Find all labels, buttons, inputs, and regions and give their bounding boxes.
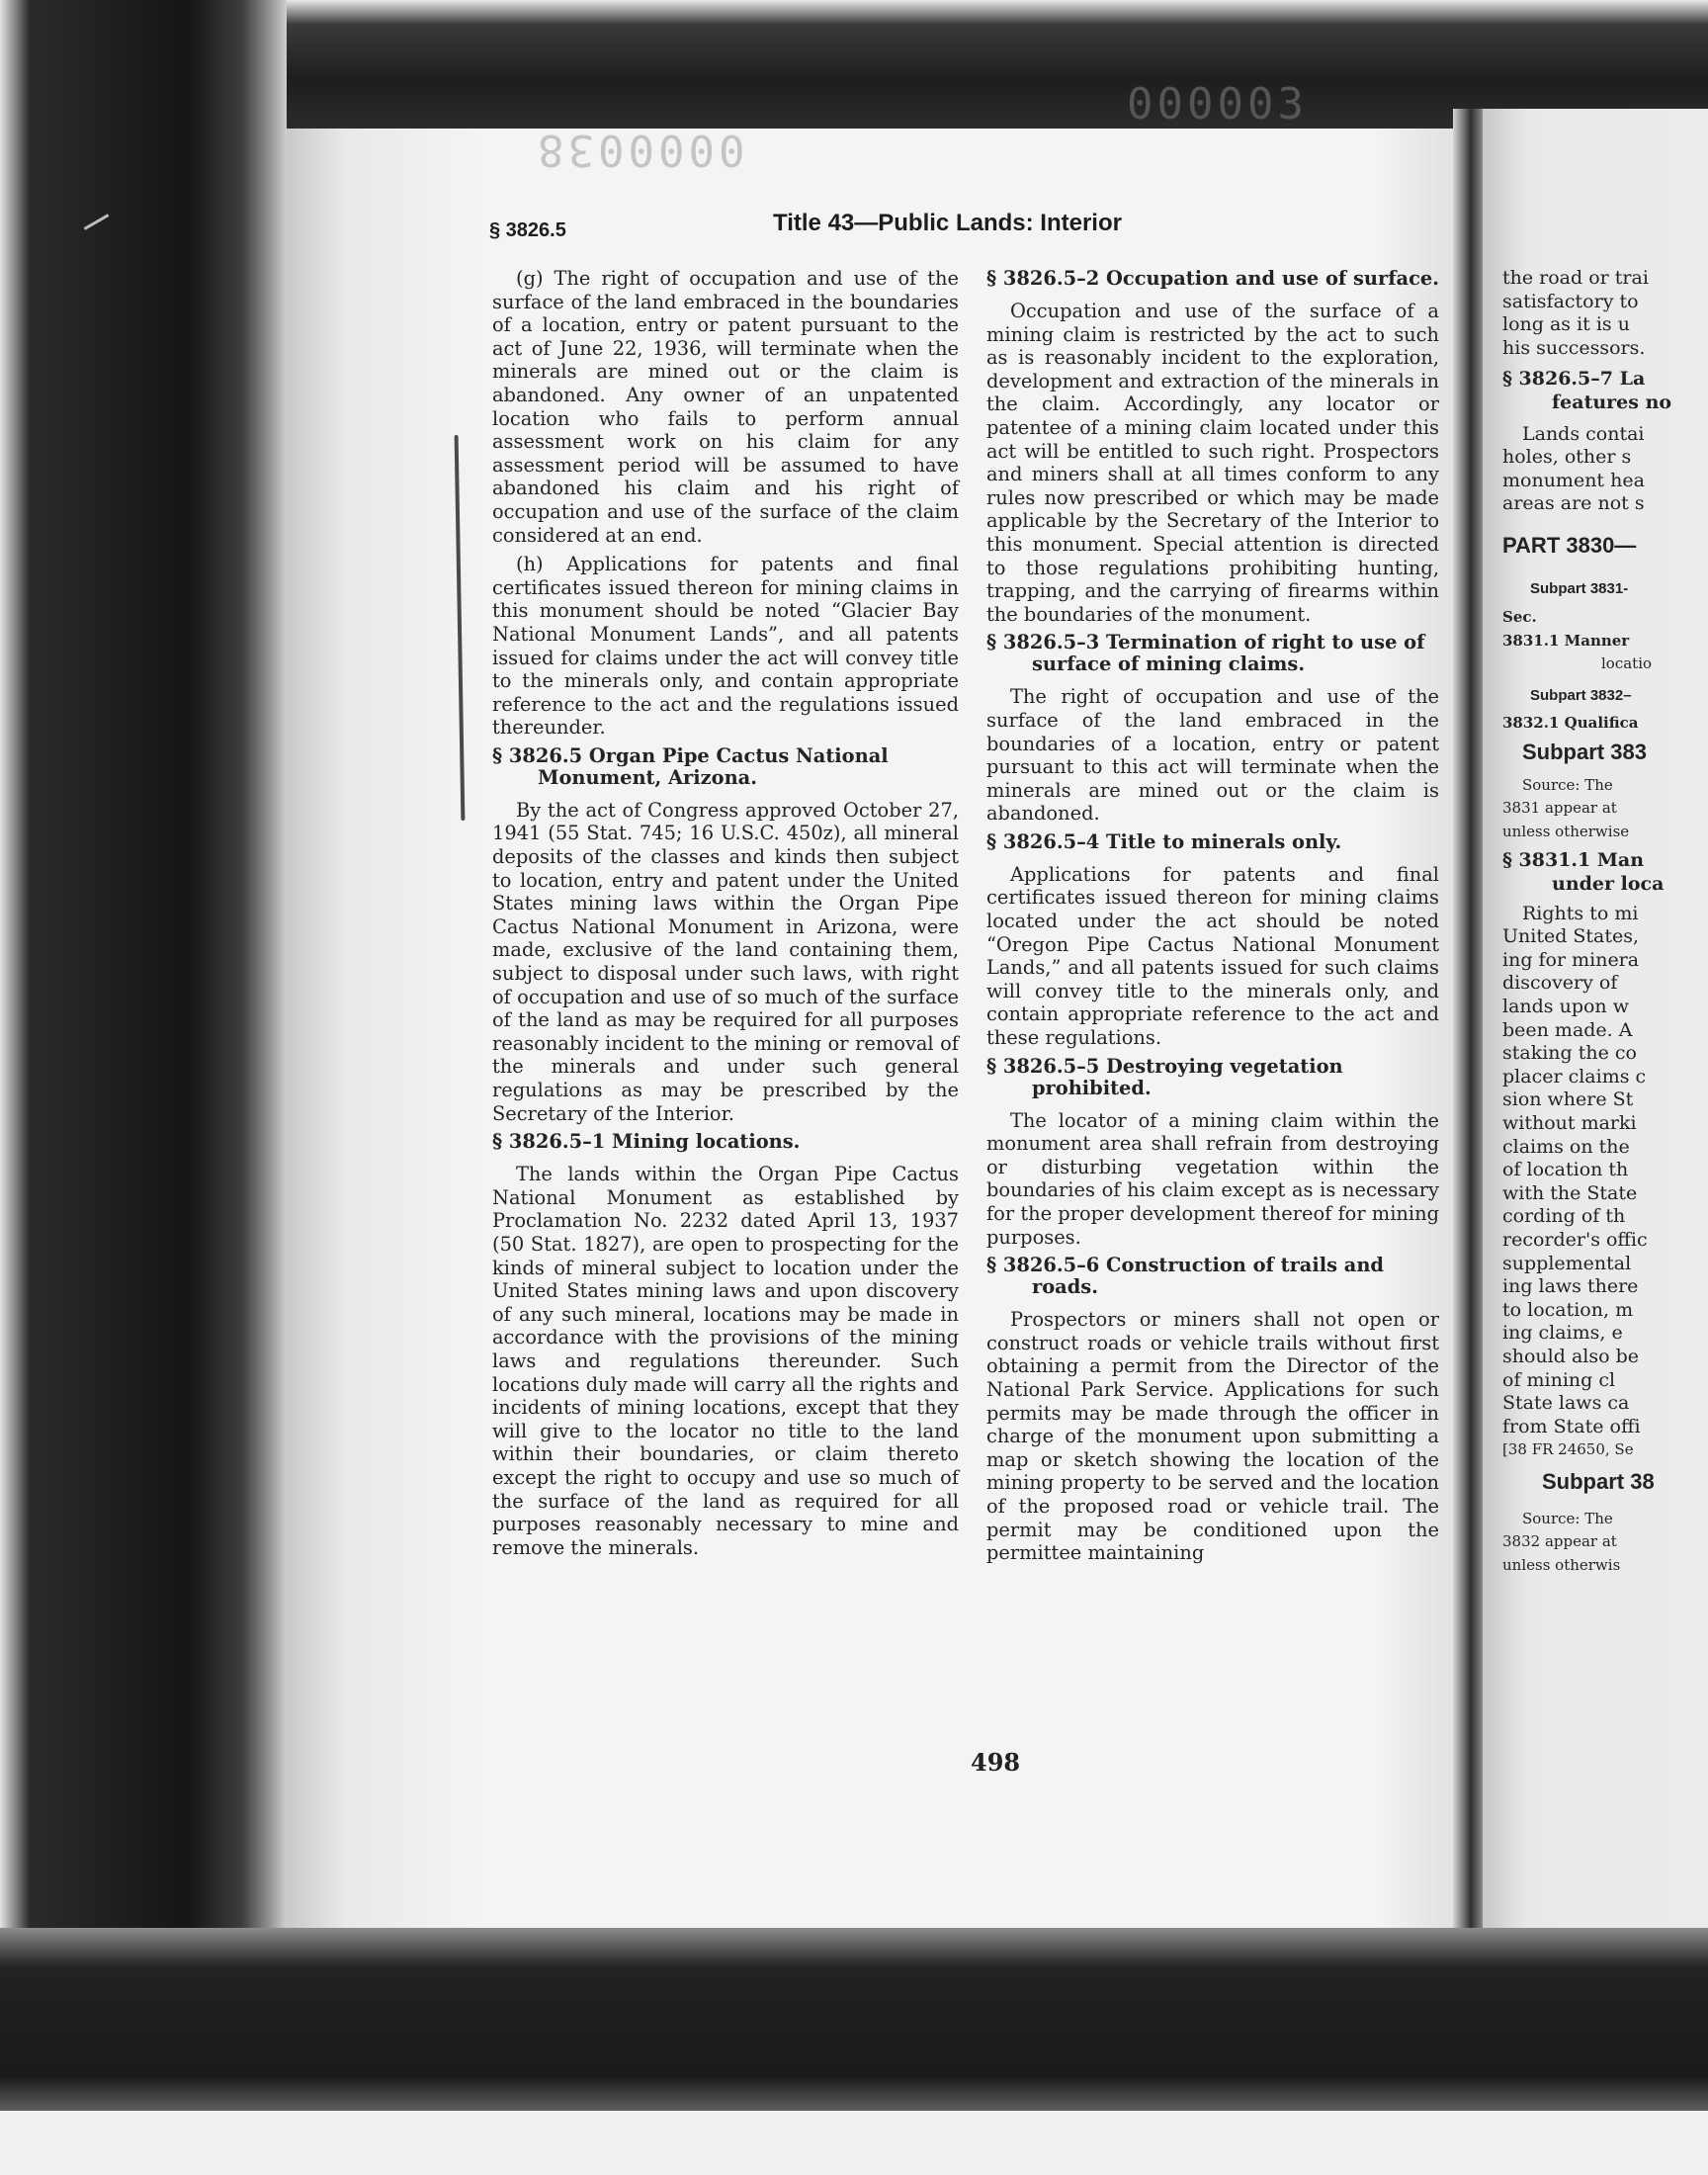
facing-line: 3832.1 Qualifica	[1502, 713, 1639, 732]
facing-page-text	[1502, 267, 1708, 1577]
scan-margin-bottom	[0, 2111, 1708, 2175]
facing-line: [38 FR 24650, Se	[1502, 1440, 1634, 1459]
facing-line: been made. A	[1502, 1018, 1633, 1041]
facing-heading: § 3826.5–7 La	[1502, 368, 1646, 391]
book-spine	[1453, 109, 1483, 1928]
facing-line: 3831 appear at	[1502, 799, 1617, 818]
facing-line: locatio	[1601, 654, 1653, 673]
facing-line: Source: The	[1522, 1509, 1613, 1527]
section-heading: § 3826.5–3 Termination of right to use of surface of mining claims.	[986, 631, 1425, 676]
facing-line: long as it is u	[1502, 313, 1630, 336]
facing-line: sion where St	[1502, 1088, 1634, 1111]
facing-line: should also be	[1502, 1345, 1639, 1367]
scan-border-left	[0, 0, 287, 2175]
facing-line: placer claims c	[1502, 1065, 1647, 1088]
facing-line: 3831.1 Manner	[1502, 631, 1630, 650]
facing-line: of location th	[1502, 1159, 1629, 1181]
facing-line: his successors.	[1502, 336, 1646, 359]
section-heading: § 3826.5–5 Destroying vegetation prohibited.	[986, 1054, 1343, 1099]
facing-line: of mining cl	[1502, 1368, 1616, 1391]
facing-line: discovery of	[1502, 972, 1618, 995]
facing-heading: under loca	[1552, 873, 1665, 896]
section-heading: § 3826.5–1 Mining locations.	[492, 1130, 801, 1154]
facing-line: from State offi	[1502, 1415, 1641, 1437]
facing-subpart: Subpart 3831-	[1530, 579, 1629, 597]
paragraph: Applications for patents and final certificates issued thereon for mining claims located under the act should be noted “Oregon Pipe Cactus National Monument Lands,” and all patents issued for such claims will convey title to the minerals only, and contain appropriate reference to the act and these regulations.	[986, 862, 1439, 1050]
facing-line: recorder's offic	[1502, 1228, 1648, 1251]
facing-heading: § 3831.1 Man	[1502, 849, 1645, 872]
facing-line: claims on the	[1502, 1135, 1630, 1158]
section-heading: § 3826.5–4 Title to minerals only.	[986, 829, 1342, 853]
paragraph: Occupation and use of the surface of a mining claim is restricted by the act to such as is reasonably incident to the exploration, development and extraction of the minerals in the claim. Accordingly, any locator or patentee of a mining claim located under this act will be entitled to such right. Prospectors and miners shall at all times conform to any rules now prescribed or which may be made applicable by the Secretary of the Interior to this monument. Special attention is directed to those regulations prohibiting hunting, trapping, and the carrying of firearms within the boundaries of the monument.	[986, 300, 1439, 626]
facing-part-heading: PART 3830—	[1502, 532, 1637, 558]
facing-line: State laws ca	[1502, 1392, 1630, 1415]
facing-line: lands upon w	[1502, 996, 1629, 1018]
facing-line: Rights to mi	[1522, 902, 1639, 924]
facing-line: without marki	[1502, 1112, 1637, 1134]
facing-line: 3832 appear at	[1502, 1532, 1617, 1551]
facing-line: supplemental	[1502, 1252, 1632, 1274]
page-stamp-number-right: 000003	[1127, 79, 1308, 130]
section-heading: § 3826.5 Organ Pipe Cactus National Monument, Arizona.	[492, 743, 889, 789]
facing-line: Source: The	[1522, 775, 1613, 794]
text-column-right	[986, 262, 1439, 1571]
facing-subpart-heading: Subpart 38	[1542, 1468, 1655, 1494]
paragraph-g: (g) The right of occupation and use of the surface of the land embraced in the boundaries of a location, entry or patent pursuant to the act of June 22, 1936, will terminate when the minerals are mined out or the claim is abandoned. Any owner of an unpatented location who fails to perform annual assessment work on his claim for any assessment period will be assumed to have abandoned his claim and his right of occupation and use of the surface of the claim considered at an end.	[492, 267, 959, 547]
facing-line: staking the co	[1502, 1042, 1637, 1065]
paragraph: Prospectors or miners shall not open or construct roads or vehicle trails without first obtaining a permit from the Director of the National Park Service. Applications for such permits may be made through the officer in charge of the monument upon submitting a map or sketch showing the location of the mining property to be served and the location of the proposed road or vehicle trail. The permit may be conditioned upon the permittee maintaining	[986, 1308, 1439, 1565]
paragraph: By the act of Congress approved October 27, 1941 (55 Stat. 745; 16 U.S.C. 450z), all mineral deposits of the classes and kinds then subject to location, entry and patent under the United States mining laws within the Organ Pipe Cactus National Monument in Arizona, were made, exclusive of the land containing them, subject to disposal under such laws, with right of occupation and use of so much of the surface of the land as may be required for all purposes reasonably incident to the mining or removal of the minerals and under such general regulations as may be prescribed by the Secretary of the Interior.	[492, 798, 959, 1125]
facing-line: satisfactory to	[1502, 290, 1639, 312]
facing-line: holes, other s	[1502, 446, 1632, 469]
facing-line: monument hea	[1502, 469, 1645, 491]
paragraph: The right of occupation and use of the surface of the land embraced in the boundaries of a location, entry or patent pursuant to this act will terminate when the minerals are mined out or the claim is abandoned.	[986, 685, 1439, 826]
facing-line: cording of th	[1502, 1205, 1626, 1228]
facing-line: Sec.	[1502, 608, 1537, 627]
paragraph-h: (h) Applications for patents and final certificates issued thereon for mining claims in this monument should be noted “Glacier Bay National Monument Lands”, and all patents issued for claims under the act will convey title to the minerals only, and contain appropriate reference to the act and the regulations issued thereunder.	[492, 553, 959, 740]
facing-subpart: Subpart 3832–	[1530, 686, 1632, 704]
paragraph: The locator of a mining claim within the monument area shall refrain from destroying or disturbing vegetation within the boundaries of his claim except as is necessary for the proper development thereof for mining purposes.	[986, 1108, 1439, 1249]
facing-line: the road or trai	[1502, 267, 1649, 289]
page-title: Title 43—Public Lands: Interior	[773, 210, 1122, 236]
facing-line: United States,	[1502, 925, 1640, 948]
page-number: 498	[971, 1748, 1021, 1777]
facing-line: Lands contai	[1522, 422, 1645, 445]
facing-line: areas are not s	[1502, 492, 1645, 515]
section-heading: § 3826.5–6 Construction of trails and roads.	[986, 1254, 1384, 1299]
facing-line: ing for minera	[1502, 948, 1640, 971]
section-header: § 3826.5	[489, 219, 566, 241]
scan-border-bottom	[0, 1928, 1708, 2111]
section-heading: § 3826.5–2 Occupation and use of surface.	[986, 267, 1439, 290]
facing-line: unless otherwise	[1502, 822, 1630, 840]
page-stamp-number: 0000038	[534, 125, 745, 175]
facing-line: to location, m	[1502, 1298, 1634, 1321]
facing-subpart-heading: Subpart 383	[1522, 740, 1647, 765]
facing-line: ing claims, e	[1502, 1322, 1623, 1345]
facing-line: ing laws there	[1502, 1275, 1639, 1298]
facing-line: unless otherwis	[1502, 1555, 1621, 1574]
facing-line: with the State	[1502, 1181, 1638, 1204]
paragraph: The lands within the Organ Pipe Cactus National Monument as established by Proclamation No. 2232 dated April 13, 1937 (50 Stat. 1827), are open to prospecting for the kinds of mineral subject to location under the United States mining laws and upon discovery of any such mineral, locations may be made in accordance with the provisions of the mining laws and regulations thereunder. Such locations duly made will carry all the rights and incidents of mining locations, except that they will give to the locator no title to the land within their boundaries, or claim thereto except the right to occupy and use so much of the surface of the land as required for all purposes reasonably necessary to mine and remove the minerals.	[492, 1163, 959, 1559]
text-column-left	[492, 267, 959, 1565]
facing-heading: features no	[1552, 391, 1672, 413]
